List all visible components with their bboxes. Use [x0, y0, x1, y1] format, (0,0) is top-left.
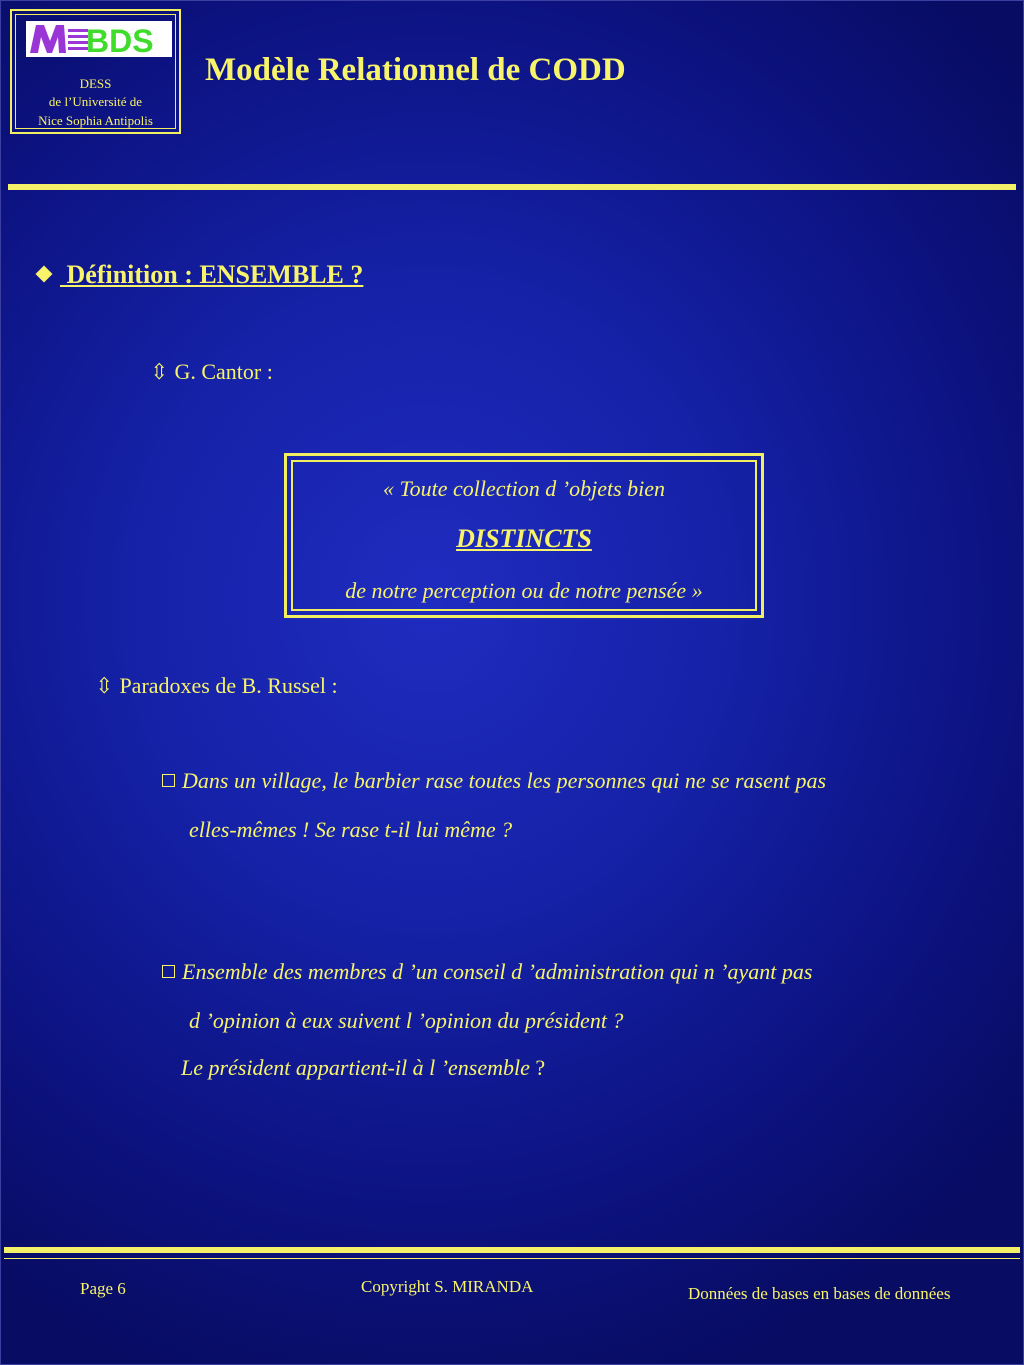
paradox2-line3 [181, 1055, 545, 1081]
slide-title: Modèle Relationnel de CODD [205, 52, 626, 88]
paradox2-line1 [162, 959, 812, 985]
quote-line-1: « Toute collection d ’objets bien [382, 476, 666, 501]
cantor-label: G. Cantor : [174, 359, 273, 384]
logo-line-3: Nice Sophia Antipolis [38, 113, 153, 128]
square-bullet-icon [162, 774, 175, 787]
arrow-bullet-icon: ⇳ [150, 359, 169, 384]
copyright: Copyright S. MIRANDA [361, 1277, 534, 1296]
logo-box [10, 9, 181, 134]
paradox2-text-3-end: ? [535, 1055, 546, 1080]
quote-line-2: DISTINCTS [456, 524, 592, 553]
russel-label: Paradoxes de B. Russel : [119, 673, 338, 698]
diamond-bullet-icon [36, 266, 53, 283]
footer-divider [4, 1247, 1020, 1253]
definition-heading [38, 260, 363, 290]
page-number: Page 6 [80, 1279, 126, 1298]
svg-text:BDS: BDS [86, 23, 154, 57]
logo-line-2: de l’Université de [48, 94, 143, 109]
paradox1-text-1: Dans un village, le barbier rase toutes les personnes qui ne se rasent pas [182, 768, 827, 793]
square-bullet-icon [162, 965, 175, 978]
paradox1-line1 [162, 768, 826, 794]
logo-line-1: DESS [79, 76, 112, 91]
cantor-quote-box [284, 453, 764, 618]
course-title: Données de bases en bases de données [688, 1284, 951, 1303]
russel-line [95, 673, 338, 699]
header-divider [8, 184, 1016, 190]
cantor-line [150, 359, 273, 385]
footer-divider-thin [4, 1258, 1020, 1259]
definition-heading-text: Définition : ENSEMBLE ? [60, 260, 364, 289]
quote-line-3: de notre perception ou de notre pensée » [345, 578, 703, 603]
paradox2-text-3: Le président appartient-il à l ’ensemble [181, 1055, 530, 1080]
mbds-logo [26, 21, 172, 57]
arrow-bullet-icon: ⇳ [95, 673, 114, 698]
paradox2-line2: d ’opinion à eux suivent l ’opinion du président ? [189, 1008, 624, 1033]
paradox1-line2: elles-mêmes ! Se rase t-il lui même ? [189, 817, 513, 842]
paradox2-text-1: Ensemble des membres d ’un conseil d ’administration qui n ’ayant pas [182, 959, 813, 984]
